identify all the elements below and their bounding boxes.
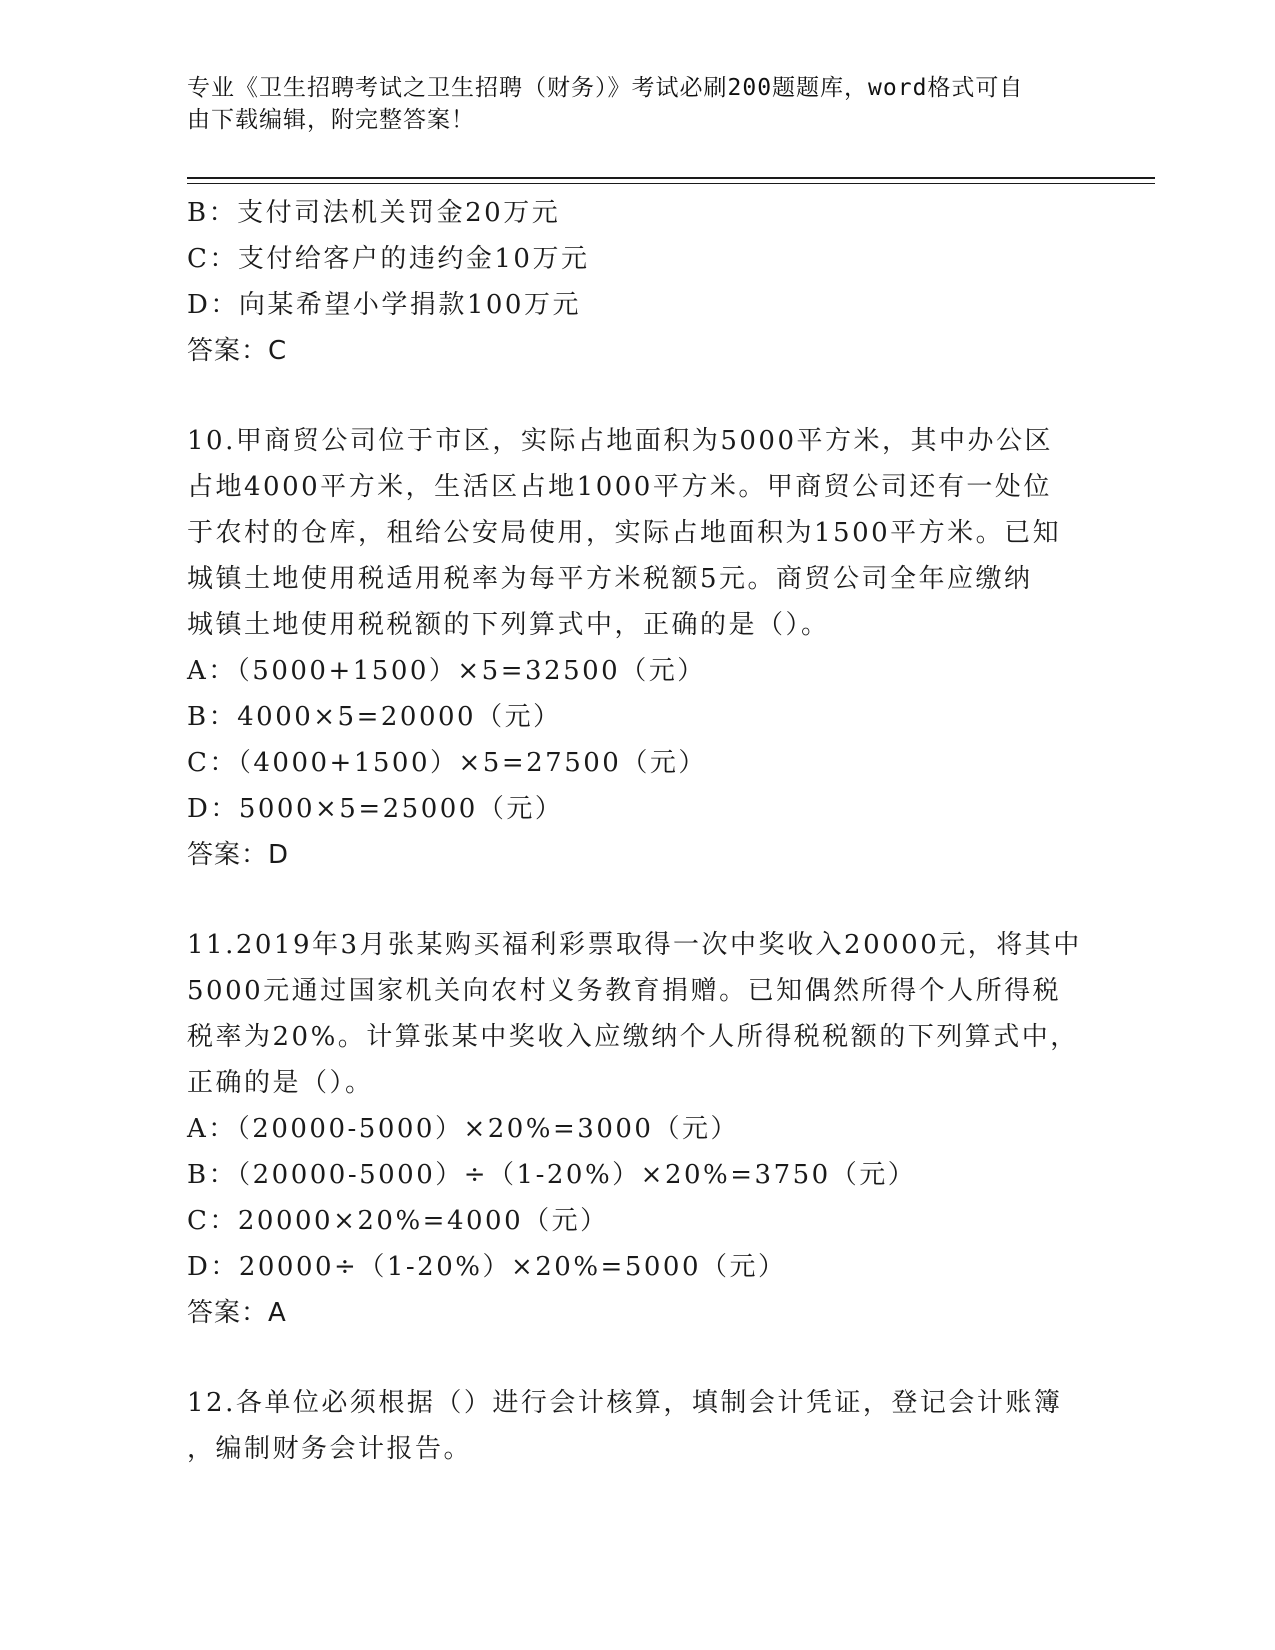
option-b: B：支付司法机关罚金20万元 [187, 198, 561, 228]
answer-label: 答案：D [187, 840, 290, 870]
option-d: D：5000×5=25000（元） [187, 794, 564, 824]
option-a: A：（20000-5000）×20%=3000（元） [187, 1114, 739, 1144]
question-stem-line: 占地4000平方米，生活区占地1000平方米。甲商贸公司还有一处位 [187, 472, 1052, 502]
option-c: C：20000×20%=4000（元） [187, 1206, 609, 1236]
option-c: C：支付给客户的违约金10万元 [187, 244, 590, 274]
question-stem-line: 于农村的仓库，租给公安局使用，实际占地面积为1500平方米。已知 [187, 518, 1062, 548]
question-stem-line: 10.甲商贸公司位于市区，实际占地面积为5000平方米，其中办公区 [187, 426, 1054, 456]
question-stem-line: 税率为20%。计算张某中奖收入应缴纳个人所得税税额的下列算式中， [187, 1022, 1079, 1052]
option-a: A：（5000+1500）×5=32500（元） [187, 656, 706, 686]
option-d: D：向某希望小学捐款100万元 [187, 290, 581, 320]
document-header [187, 72, 1067, 136]
header-title-line-2: 由下载编辑，附完整答案！ [187, 107, 475, 133]
question-spacer [187, 878, 1087, 922]
question-11 [187, 922, 1087, 1336]
question-stem-line: 11.2019年3月张某购买福利彩票取得一次中奖收入20000元，将其中 [187, 930, 1082, 960]
question-stem-line: 5000元通过国家机关向农村义务教育捐赠。已知偶然所得个人所得税 [187, 976, 1062, 1006]
question-12 [187, 1380, 1087, 1472]
question-9-continued [187, 190, 1087, 374]
question-stem-line: 城镇土地使用税适用税率为每平方米税额5元。商贸公司全年应缴纳 [187, 564, 1033, 594]
question-stem-line: ，编制财务会计报告。 [187, 1434, 473, 1464]
question-stem-line: 城镇土地使用税税额的下列算式中，正确的是（）。 [187, 610, 830, 640]
answer-label: 答案：C [187, 336, 288, 366]
header-divider-thick [187, 177, 1155, 179]
option-d: D：20000÷（1-20%）×20%=5000（元） [187, 1252, 787, 1282]
header-divider-thin [187, 183, 1155, 184]
option-b: B：（20000-5000）÷（1-20%）×20%=3750（元） [187, 1160, 917, 1190]
question-10 [187, 418, 1087, 878]
question-spacer [187, 1336, 1087, 1380]
question-spacer [187, 374, 1087, 418]
option-b: B：4000×5=20000（元） [187, 702, 562, 732]
header-title-line-1: 专业《卫生招聘考试之卫生招聘（财务）》考试必刷200题题库，word格式可自 [187, 75, 1024, 101]
answer-label: 答案：A [187, 1298, 287, 1328]
question-stem-line: 12.各单位必须根据（）进行会计核算，填制会计凭证，登记会计账簿 [187, 1388, 1063, 1418]
question-stem-line: 正确的是（）。 [187, 1068, 374, 1098]
option-c: C：（4000+1500）×5=27500（元） [187, 748, 707, 778]
question-list [187, 190, 1087, 1472]
